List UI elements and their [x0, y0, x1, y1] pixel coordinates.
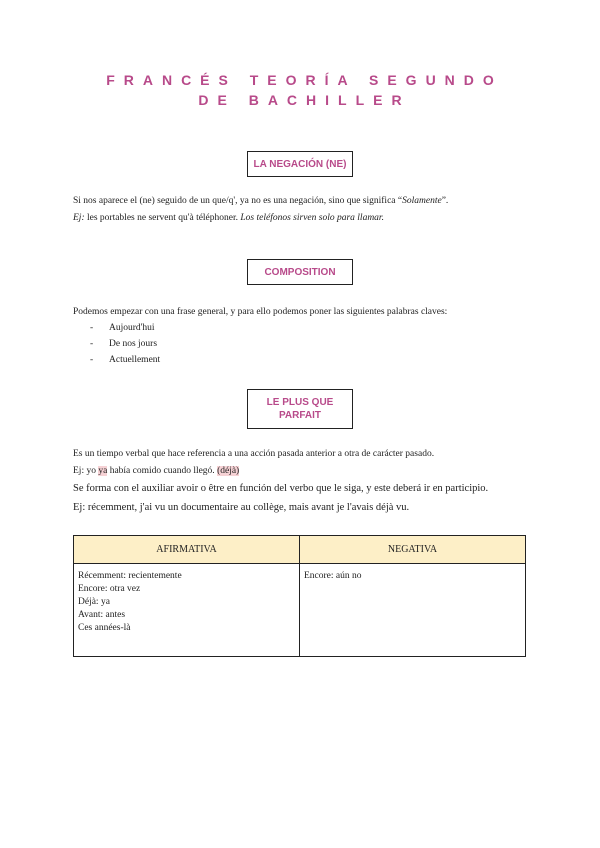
- pqp-example-2: Ej: récemment, j'ai vu un documentaire au collège, mais avant je l'avais déjà vu.: [73, 502, 410, 513]
- list-item: Encore: aún no: [304, 571, 362, 581]
- list-item: Ces années-là: [78, 623, 131, 633]
- pqp-definition: Es un tiempo verbal que hace referencia a una acción pasada anterior a otra de carácter pasado.: [73, 449, 435, 459]
- header-negativa: NEGATIVA: [300, 536, 526, 564]
- cell-afirmativa: [74, 564, 300, 657]
- title-line-2: DE BACHILLER: [198, 92, 411, 108]
- negacion-example: [73, 212, 384, 225]
- list-item: Encore: otra vez: [78, 584, 141, 594]
- heading-negacion: [247, 151, 353, 177]
- dash-bullet: -: [90, 323, 94, 333]
- pqp-example-1: [73, 465, 239, 478]
- list-item: Avant: antes: [78, 610, 126, 620]
- pqp-formation: Se forma con el auxiliar avoir o être en función del verbo que le siga, y este deberá ir en participio.: [73, 483, 489, 494]
- title-line-1: FRANCÉS TEORÍA SEGUNDO: [106, 72, 503, 88]
- heading-pqp-line-1: LE PLUS QUE: [266, 397, 334, 408]
- list-item: [73, 320, 160, 336]
- example-translation: Los teléfonos sirven solo para llamar.: [240, 213, 384, 223]
- negacion-text: Si nos aparece el (ne) seguido de un que/q', ya no es una negación, sino que significa “: [73, 196, 403, 206]
- example-french: les portables ne servent qu'à téléphoner.: [84, 213, 241, 223]
- example-label: Ej:: [73, 213, 85, 223]
- highlight-deja: (déjà): [217, 466, 240, 476]
- document-title: [0, 70, 600, 110]
- dash-bullet: -: [90, 339, 94, 349]
- negacion-italic: Solamente: [402, 196, 442, 206]
- list-item-text: Actuellement: [109, 355, 161, 365]
- cell-negativa: [300, 564, 526, 657]
- list-item: Récemment: recientemente: [78, 571, 182, 581]
- heading-negacion-text: LA NEGACIÓN (NE): [253, 158, 347, 170]
- list-item: [73, 352, 160, 368]
- dash-bullet: -: [90, 355, 94, 365]
- heading-composition: [247, 259, 353, 285]
- list-item-text: De nos jours: [109, 339, 158, 349]
- pqp-example-b: había comido cuando llegó.: [107, 466, 218, 476]
- keyword-list: [73, 320, 160, 368]
- list-item: Déjà: ya: [78, 597, 110, 607]
- heading-pqp-line-2: PARFAIT: [278, 410, 322, 421]
- header-afirmativa: AFIRMATIVA: [74, 536, 300, 564]
- vocab-table: [73, 535, 526, 657]
- list-item-text: Aujourd'hui: [109, 323, 155, 333]
- table-row: [74, 564, 526, 657]
- pqp-example-a: Ej: yo: [73, 466, 99, 476]
- negacion-end: ”.: [441, 196, 449, 206]
- table-header-row: [74, 536, 526, 564]
- composition-intro: Podemos empezar con una frase general, y para ello podemos poner las siguientes palabras claves:: [73, 307, 448, 317]
- list-item: [73, 336, 160, 352]
- heading-plus-que-parfait: [247, 389, 353, 429]
- heading-composition-text: COMPOSITION: [264, 266, 336, 278]
- highlight-ya: ya: [98, 466, 108, 476]
- negacion-paragraph-1: [73, 195, 448, 208]
